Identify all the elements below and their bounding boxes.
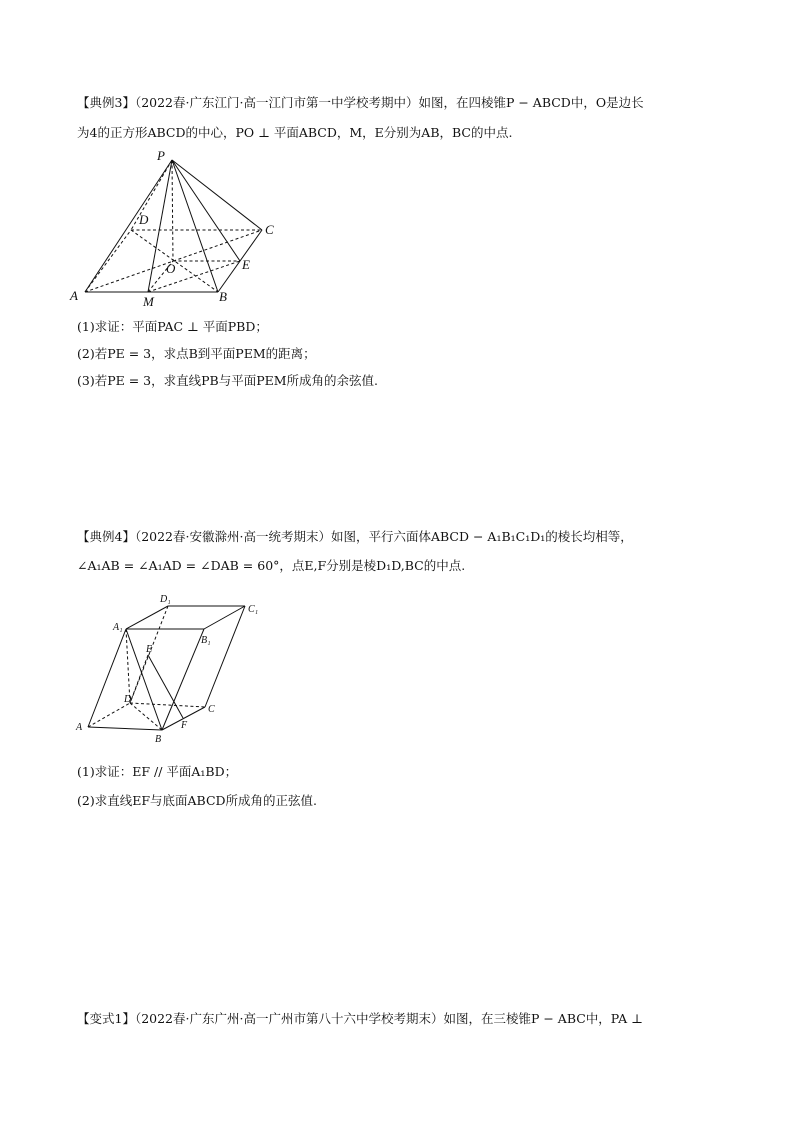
label-E: E [146, 644, 153, 655]
example3-statement: 为4的正方形ABCD的中心，PO ⊥ 平面ABCD，M，E分别为AB，BC的中点. [77, 125, 513, 140]
pyramid-figure [66, 146, 286, 310]
example3-heading: 【典例3】（2022春·广东江门·高一江门市第一中学校考期中）如图，在四棱锥P − ABCD中，O是边长 [77, 95, 644, 110]
label-B: B [155, 734, 162, 745]
example4-statement: ∠A₁AB = ∠A₁AD = ∠DAB = 60°，点E,F分别是棱D₁D,BC的中点. [77, 558, 466, 573]
variant1-heading: 【变式1】（2022春·广东广州·高一广州市第八十六中学校考期末）如图，在三棱锥P − ABC中，PA ⊥ [77, 1011, 643, 1026]
label-D1: D₁ [160, 594, 171, 605]
label-A1: A₁ [113, 622, 123, 633]
example4-question1: (1)求证：EF // 平面A₁BD； [77, 764, 238, 779]
example3-question1: (1)求证：平面PAC ⊥ 平面PBD； [77, 319, 268, 334]
label-C1: C₁ [248, 604, 259, 615]
label-O: O [166, 261, 176, 276]
label-P: P [157, 148, 165, 163]
example4-heading: 【典例4】（2022春·安徽滁州·高一统考期末）如图，平行六面体ABCD − A₁B₁C₁D₁的棱长均相等， [77, 529, 633, 544]
example3-question3: (3)若PE = 3，求直线PB与平面PEM所成角的余弦值. [77, 373, 379, 388]
parallelepiped-figure [70, 585, 270, 755]
label-F: F [181, 720, 188, 731]
label-D: D [124, 694, 132, 705]
label-M: M [143, 294, 154, 309]
example4-question2: (2)求直线EF与底面ABCD所成角的正弦值. [77, 793, 318, 808]
label-B1: B₁ [201, 635, 211, 646]
label-C: C [208, 704, 215, 715]
label-E: E [242, 257, 250, 272]
label-D: D [139, 212, 149, 227]
label-A: A [76, 722, 83, 733]
label-C: C [265, 222, 274, 237]
label-A: A [70, 288, 78, 303]
label-B: B [219, 289, 227, 304]
example3-question2: (2)若PE = 3，求点B到平面PEM的距离； [77, 346, 316, 361]
